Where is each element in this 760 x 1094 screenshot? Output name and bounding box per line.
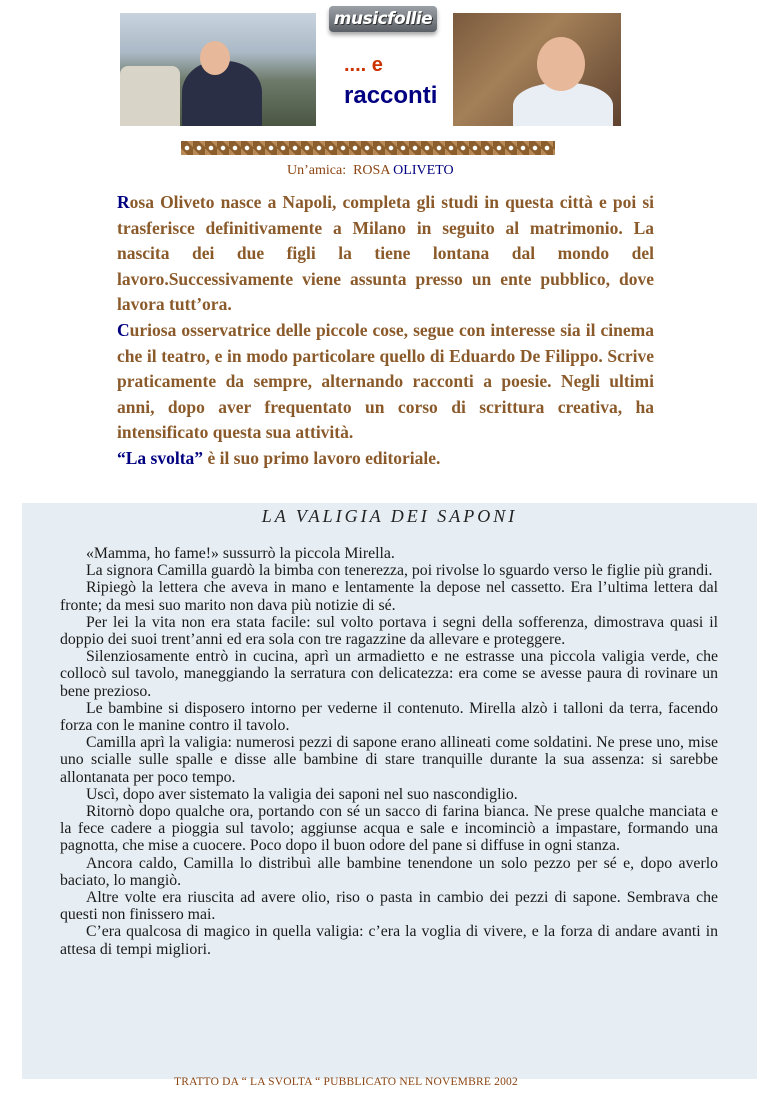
story-body <box>60 545 718 958</box>
initial-letter: R <box>117 192 130 212</box>
story-paragraph: Silenziosamente entrò in cucina, aprì un armadietto e ne estrasse una piccola valigia verde, che collocò sul tavolo, maneggiando la serratura con delicatezza: era come se avesse paura di rovinare un bene prezioso. <box>60 648 718 700</box>
person-head <box>537 37 585 91</box>
story-paragraph: La signora Camilla guardò la bimba con tenerezza, poi rivolse lo sguardo verso le figlie più grandi. <box>86 562 713 580</box>
story-paragraph: Ancora caldo, Camilla lo distribuì alle bambine tenendone un solo pezzo per sé e, dopo averlo baciato, lo mangiò. <box>60 854 718 889</box>
story-paragraph: Uscì, dopo aver sistemato la valigia dei saponi nel suo nascondiglio. <box>86 785 518 803</box>
bio-paragraph <box>117 446 654 472</box>
decorative-divider <box>181 141 555 155</box>
initial-letter: C <box>117 319 130 340</box>
friend-label: Un’amica: <box>287 163 347 178</box>
story-paragraph: Ritornò dopo qualche ora, portando con sé un sacco di farina bianca. Ne prese qualche manciata e la fece cadere a pioggia sul tavolo; aggiunse acqua e sale e incominciò a impastare, formando una pagnotta, che mise a cuocere. Poco dopo il buon odore del pane si diffuse in ogni stanza. <box>60 803 718 855</box>
story-paragraph: Ripiegò la lettera che aveva in mano e lentamente la depose nel cassetto. Era l’ultima lettera dal fronte; da mesi suo marito non dava più notizie di sé. <box>60 579 718 614</box>
story-paragraph: «Mamma, ho fame!» sussurrò la piccola Mirella. <box>86 545 395 562</box>
author-photo-right <box>453 13 621 126</box>
story-paragraph: C’era qualcosa di magico in quella valigia: c’era la voglia di vivere, e la forza di andare avanti in attesa di tempi migliori. <box>60 923 718 958</box>
site-logo[interactable]: musicfollie <box>329 6 437 32</box>
author-biography <box>117 190 654 472</box>
story-title: LA VALIGIA DEI SAPONI <box>261 506 518 526</box>
header-title: racconti <box>344 82 438 109</box>
balustrade-shape <box>120 66 180 126</box>
bio-paragraph <box>117 190 654 318</box>
book-title: “La svolta” <box>117 447 204 468</box>
story-paragraph: Per lei la vita non era stata facile: sul volto portava i segni della sofferenza, dimostrava quasi il doppio dei suoi trent’anni ed era sola con tre ragazzine da allevare e proteggere. <box>60 613 718 649</box>
source-footer: TRATTO DA “ LA SVOLTA “ PUBBLICATO NEL NOVEMBRE 2002 <box>174 1076 518 1088</box>
header-dots: .... e <box>344 54 383 76</box>
story-scan <box>22 503 757 1079</box>
author-photo-left <box>120 13 316 126</box>
friend-first-name: ROSA <box>353 163 390 178</box>
friend-caption <box>287 163 454 179</box>
bio-text: uriosa osservatrice delle piccole cose, segue con interesse sia il cinema che il teatro, e in modo particolare quello di Eduardo De Filippo. Scrive praticamente da sempre, alternando racconti a poesie. Negli ultimi anni, dopo aver frequentato un corso di scrittura creativa, ha intensificato questa sua attività. <box>117 319 654 443</box>
bio-paragraph <box>117 318 654 446</box>
story-paragraph: Camilla aprì la valigia: numerosi pezzi di sapone erano allineati come soldatini. Ne prese uno, mise uno scialle sulle spalle e disse alle bambine di stare tranquille durante la sua assenza: si sarebbe allontanata per poco tempo. <box>60 734 718 786</box>
bio-text: è il suo primo lavoro editoriale. <box>203 447 441 468</box>
story-paragraph: Le bambine si disposero intorno per vederne il contenuto. Mirella alzò i talloni da terra, facendo forza con le manine contro il tavolo. <box>60 699 718 735</box>
person-head <box>200 41 230 75</box>
friend-last-name: OLIVETO <box>393 163 454 178</box>
bio-text: osa Oliveto nasce a Napoli, completa gli studi in questa città e poi si trasferisce definitivamente a Milano in seguito al matrimonio. La nascita dei due figli la tiene lontana dal mondo del lavoro.Successivamente viene assunta presso un ente pubblico, dove lavora tutt’ora. <box>117 192 654 315</box>
story-paragraph: Altre volte era riuscita ad avere olio, riso o pasta in cambio dei pezzi di sapone. Sembrava che questi non finissero mai. <box>60 889 718 924</box>
